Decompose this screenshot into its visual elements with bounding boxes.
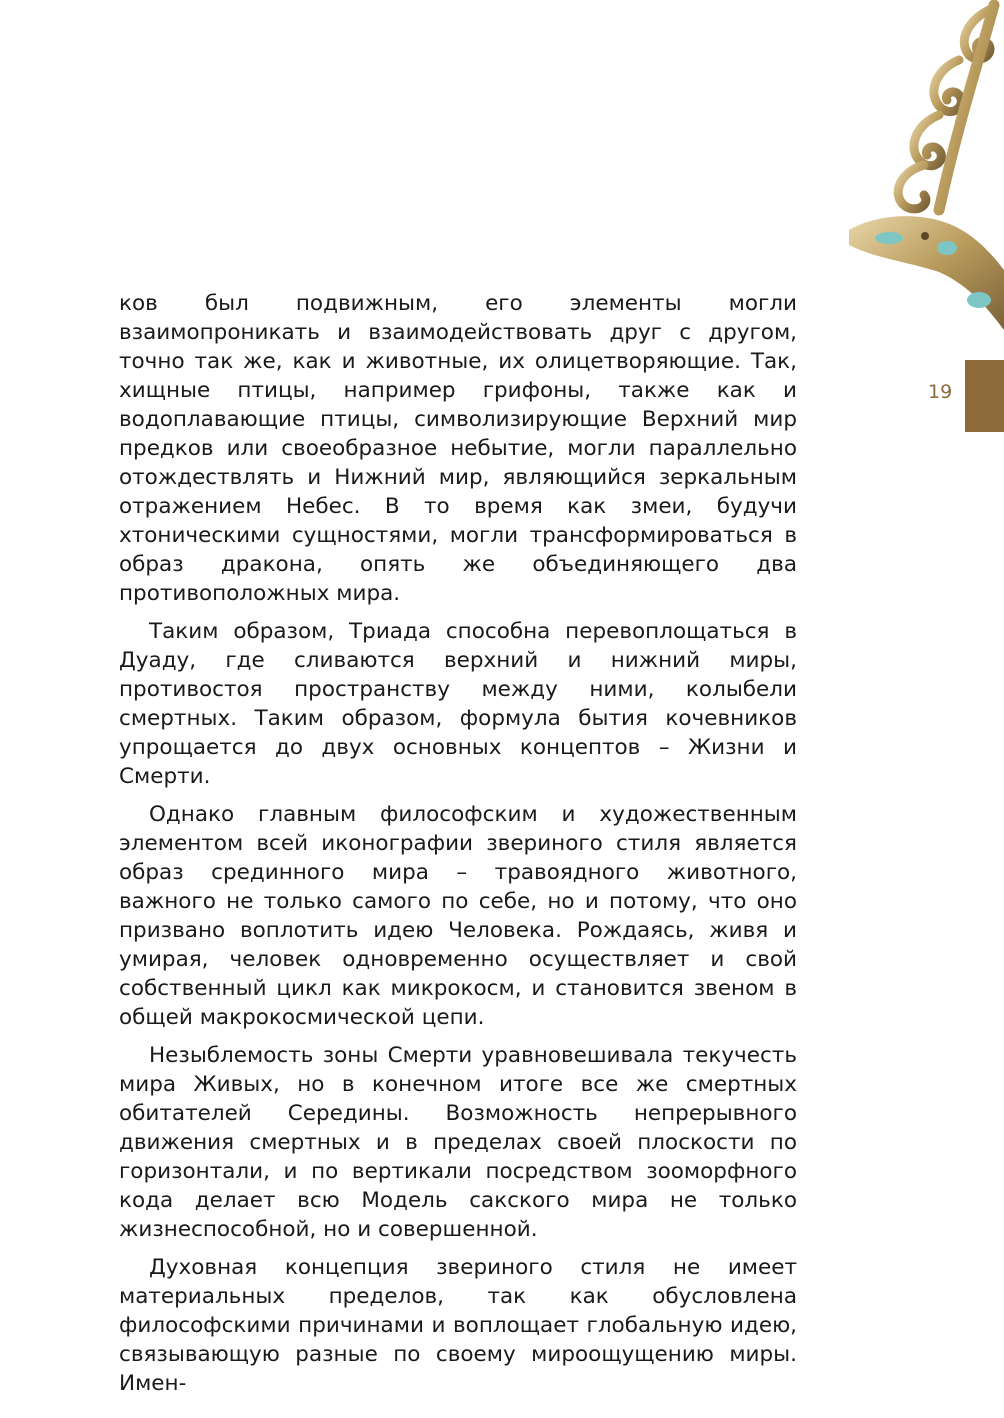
page-number: 19 xyxy=(928,381,953,403)
body-text xyxy=(119,289,797,1407)
paragraph: Незыблемость зоны Смерти уравновешивала текучесть мира Живых, но в конечном итоге все же смертных обитателей Середины. Возможность непрерывного движения смертных и в пределах своей плоскости по горизонтали, и по вертикали посредством зооморфного кода делает всю Модель сакского мира не только жизнеспособной, но и совершенной. xyxy=(119,1043,797,1242)
gold-deer-ornament-icon xyxy=(829,0,1004,330)
page-tab-marker xyxy=(965,360,1004,432)
paragraph: Таким образом, Триада способна перевоплощаться в Дуаду, где сливаются верхний и нижний миры, противостоя пространству между ними, колыбели смертных. Таким образом, формула бытия кочевников упрощается до двух основных концептов – Жизни и Смерти. xyxy=(119,619,797,789)
paragraph: Духовная концепция звериного стиля не имеет материальных пределов, так как обусловлена философскими причинами и воплощает глобальную идею, связывающую разные по своему мироощущению миры. Имен- xyxy=(119,1255,797,1396)
paragraph: ков был подвижным, его элементы могли взаимопроникать и взаимодействовать друг с другом, точно так же, как и животные, их олицетворяющие. Так, хищные птицы, например грифоны, также как и водоплавающие птицы, символизирующие Верхний мир предков или своеобразное небытие, могли параллельно отождествлять и Нижний мир, являющийся зеркальным отражением Небес. В то время как змеи, будучи хтоническими сущностями, могли трансформироваться в образ дракона, опять же объединяющего два противоположных мира. xyxy=(119,291,797,606)
paragraph: Однако главным философским и художественным элементом всей иконографии звериного стиля является образ срединного мира – травоядного животного, важного не только самого по себе, но и потому, что оно призвано воплотить идею Человека. Рождаясь, живя и умирая, человек одновременно осуществляет и свой собственный цикл как микрокосм, и становится звеном в общей макрокосмической цепи. xyxy=(119,802,797,1030)
